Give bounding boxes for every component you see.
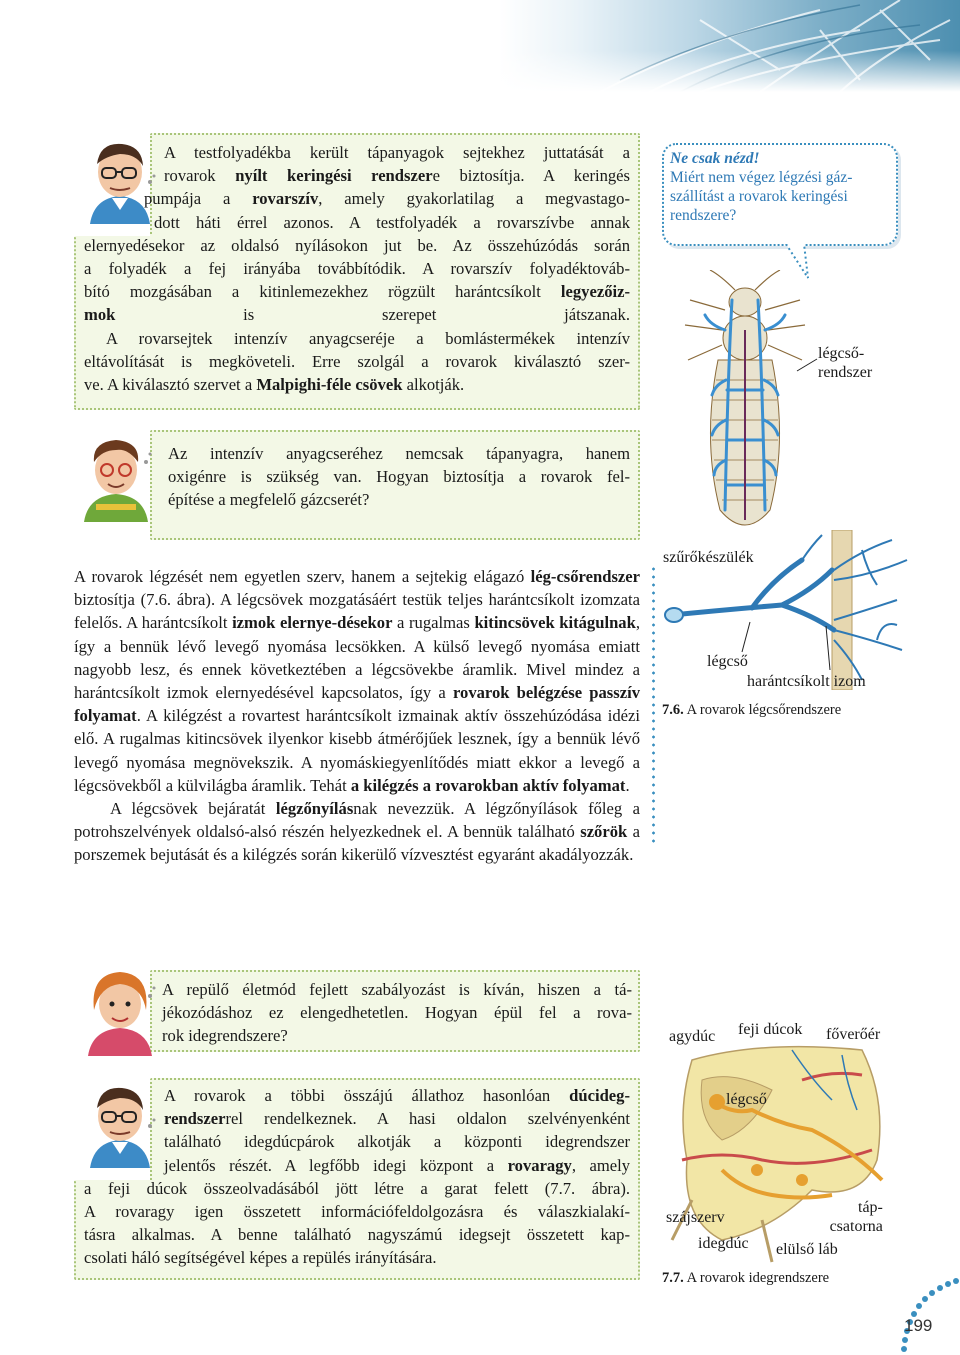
label-ganglion: idegdúc xyxy=(698,1235,749,1252)
label-striated-muscle: harántcsíkolt izom xyxy=(747,673,866,690)
column-divider-dots xyxy=(652,565,655,845)
question-box-nervous-system xyxy=(150,970,640,1052)
student-boy-avatar-icon xyxy=(76,432,156,522)
text-line: bító mozgásában a kitinlemezekhez rögzült harántcsíkolt legyezőiz- xyxy=(84,282,630,302)
text-line: mok is szerepet játszanak. xyxy=(84,305,630,325)
speech-question-text: Ne csak nézd! Miért nem végez légzési gáz- szállítást a rovarok keringési rendszere? xyxy=(670,150,853,224)
text-line: pumpája a rovarszív, amely gyakorlatilag a megvastago- xyxy=(144,189,630,209)
speech-bubble-question xyxy=(662,143,898,246)
question-box-gas-exchange xyxy=(150,430,640,540)
main-text-respiration: A rovarok légzését nem egyetlen szerv, hanem a sejtekig elágazó lég-csőrendszer biztosítja (7.6. ábra). A légcsövek mozgatásáért testük teljes harántcsíkolt izomzata felelős. A harántcsíkolt izmok elernye-désekor a rugalmas kitincsövek kitágulnak, így a bennük lévő levegő nyomása lecsökken. A külső levegő nyomása emiatt nagyobb lesz, és ennek következtében a légcsövekbe áramlik. Mivel mindez a harántcsíkolt izmok elernyedésével kapcsolatos, így a rovarok belégzése passzív folyamat. A kilégzést a rovartest harántcsíkolt izmainak aktív összehúzódása idézi elő. A rugalmas kitincsövek ilyenkor kisebb átmérőjűek lesznek, így a bennük lévő levegő nyomása megnövekszik. A nyomáskiegyenlítődés miatt ekkor a levegő a légcsövekből a külvilágba áramlik. Tehát a kilégzés a rovarokban aktív folyamat. A légcsövek bejáratát légzőnyílásnak nevezzük. A légzőnyílások főleg a potrohszelvények oldalsó-alsó részén helyezkednek el. A bennük található szőrök a porszemek bejutását és a kilégzés során kikerülő vízvesztést egyaránt akadályozzák. xyxy=(74,567,641,865)
text-line: jelentős részét. A legfőbb idegi központ a rovaragy, amely xyxy=(164,1155,630,1175)
label-mouthparts: szájszerv xyxy=(666,1209,725,1226)
page-corner-dots xyxy=(870,1275,960,1355)
label-aorta: főverőér xyxy=(826,1026,881,1043)
label-trachea-7-7: légcső xyxy=(726,1091,767,1108)
box-gas-exchange-text xyxy=(168,442,630,512)
text-line: a feji dúcok összeolvadásából jött létre a garat felett (7.7. ábra). xyxy=(84,1178,630,1198)
text-line: eltávolítását is megköveteli. Erre szolgál a rovarok kiválasztó szer- xyxy=(84,351,630,371)
teacher-avatar-icon-2 xyxy=(80,1080,160,1168)
box-nervous-question-text xyxy=(162,978,632,1048)
text-line: A repülő életmód fejlett szabályozást is kíván, hiszen a tá- xyxy=(162,980,632,999)
text-line: rendszerrel rendelkeznek. A hasi oldalon szelvényenként xyxy=(164,1109,630,1129)
label-foreleg: elülső láb xyxy=(776,1241,838,1258)
text-line: csolati háló segítségével képes a repülés irányítására. xyxy=(84,1248,437,1268)
box-circulation-text xyxy=(84,141,630,396)
text-line: elernyedésekor az oldalsó nyílásokon jut be. Az összehúzódás során xyxy=(84,235,630,255)
text-line: rok idegrendszere? xyxy=(162,1026,288,1046)
text-line: oxigénre is szükség van. Hogyan biztosítja a rovarok fel- xyxy=(168,467,630,487)
label-brain-ganglion: agydúc xyxy=(669,1028,716,1045)
caption-figure-7-7: 7.7. A rovarok idegrendszere xyxy=(662,1270,830,1286)
label-filter-apparatus: szűrőkészülék xyxy=(663,549,754,566)
page-number: 199 xyxy=(904,1316,933,1335)
text-line: építése a megfelelő gázcserét? xyxy=(168,490,370,510)
insect-trachea-figure xyxy=(680,270,810,540)
text-line: dott háti érrel azonos. A testfolyadék a rovarszívbe annak xyxy=(154,212,630,232)
text-line: Az intenzív anyagcseréhez nemcsak tápanyagra, hanem xyxy=(168,444,630,463)
teacher-avatar-icon xyxy=(80,136,160,224)
student-girl-avatar-icon xyxy=(80,966,160,1056)
label-tracheal-system: légcső- rendszer xyxy=(818,345,873,381)
text-line: A rovarok a többi összájú állathoz hasonlóan dúcideg- xyxy=(164,1086,630,1105)
text-line: található idegdúcpárok alkotják a központi idegrendszer xyxy=(164,1132,630,1152)
label-gut: táp- csatorna xyxy=(829,1199,883,1235)
text-line: A rovarsejtek intenzív anyagcseréje a bomlástermékek intenzív xyxy=(106,328,630,348)
text-line: rovarok nyílt keringési rendszere biztosítja. A keringés xyxy=(164,166,630,186)
text-line: tásra alkalmas. A benne található nagyszámú idegsejt összetett kap- xyxy=(84,1225,630,1245)
caption-figure-7-6: 7.6. A rovarok légcsőrendszere xyxy=(662,702,842,718)
text-line: ve. A kiválasztó szervet a Malpighi-féle csövek alkotják. xyxy=(84,375,465,395)
text-line: a folyadék a fej irányába továbbítódik. A rovarszív folyadéktováb- xyxy=(84,259,630,279)
label-trachea: légcső xyxy=(707,653,748,670)
text-line: A testfolyadékba került tápanyagok sejtekhez juttatását a xyxy=(164,143,630,162)
text-line: jékozódáshoz ez elengedhetetlen. Hogyan épül fel a rova- xyxy=(162,1003,632,1023)
label-pointer-lines-7-6 xyxy=(730,620,850,670)
label-head-ganglia: feji dúcok xyxy=(738,1021,803,1038)
box-ganglion-text xyxy=(84,1084,630,1270)
header-banner xyxy=(0,0,960,92)
text-line: A rovaragy igen összetett információfeldolgozásra és válaszkialakí- xyxy=(84,1202,630,1222)
label-pointer-line xyxy=(795,355,820,375)
